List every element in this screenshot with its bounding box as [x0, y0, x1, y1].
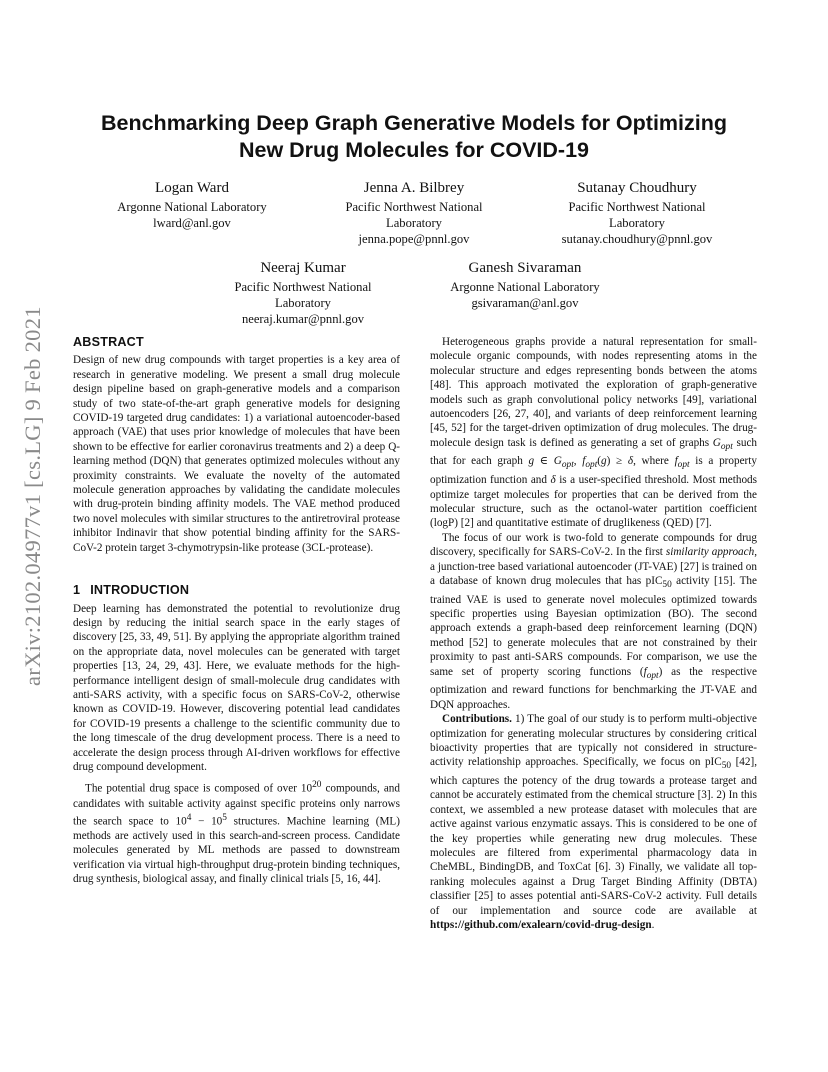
text-run: .: [651, 919, 655, 932]
text-run: The potential drug space is composed of over 10: [85, 783, 313, 796]
math-symbol: G: [712, 436, 721, 449]
author-name: Sutanay Choudhury: [577, 180, 697, 196]
author-4: [203, 259, 403, 327]
abstract-heading: ABSTRACT: [73, 335, 144, 349]
author-5: [425, 259, 625, 311]
subscript: 50: [662, 580, 672, 591]
author-affiliation: Argonne National Laboratory: [450, 280, 600, 294]
math-subscript: opt: [646, 670, 659, 681]
author-email: gsivaraman@anl.gov: [471, 296, 579, 310]
text-run: , where: [633, 455, 675, 468]
text-run: ,: [573, 455, 583, 468]
text-run: structures. Machine learning (ML) methods are actively used in this search-and-screen process. Candidate molecules generated by ML methods are passed to downstream verification via virtual high-throughput drug-protein binding techniques, drug synthesis, biological assay, and finally clinical trials [5, 16, 44].: [73, 815, 400, 886]
left-column: [73, 335, 400, 887]
text-run: ) as the respective optimization and reward functions for benchmarking the JT-VAE and DQN approaches.: [430, 665, 757, 711]
title-line-1: Benchmarking Deep Graph Generative Models for Optimizing: [100, 111, 727, 135]
author-affiliation-line2: Laboratory: [386, 216, 442, 230]
author-1: [92, 179, 292, 231]
math-symbol: f: [674, 455, 678, 468]
text-run: The focus of our work is two-fold to generate compounds for drug discovery, specifically for SARS-CoV-2. In the first: [430, 531, 757, 559]
author-name: Ganesh Sivaraman: [468, 260, 582, 276]
math-subscript: opt: [561, 460, 574, 471]
abstract-text: Design of new drug compounds with target properties is a key area of research in generative modeling. We present a small drug molecule design pipeline based on graph-generative models and a comparison study of two state-of-the-art graph generative models for designing COVID-19 targeted drug candidates: 1) a variational autoencoder-based approach (VAE) that uses prior knowledge of molecules that have been shown to be effective for earlier coronavirus treatments and 2) a deep Q-learning method (DQN) that generates optimized molecules without any proximity constraints. We evaluate the novelty of the automated molecule generation approaches by validating the candidate molecules with drug-protein binding affinity models. The VAE method produced two novel molecules with similar structures to the antiretroviral protease inhibitor Indinavir that show potential binding affinity for the SARS-CoV-2 protein target 3-chymotrypsin-like protease (3CL-protease).: [73, 354, 400, 554]
paper-title: [60, 110, 768, 164]
math-subscript: opt: [720, 442, 733, 453]
text-run: ) ≥: [606, 455, 628, 468]
text-run: (: [597, 455, 602, 468]
text-run: activity [15]. The trained VAE is used to generate novel molecules optimized towards specific properties using Bayesian optimization (BO). The second approach extends a graph-based deep reinforcement learning (DQN) method [52] to generate molecules that are not constrained by their proximity to past anti-SARS compounds. For comparison, we use the same set of property scoring functions (: [430, 574, 757, 678]
section-number: 1: [73, 583, 81, 598]
text-run: such that for each graph: [430, 436, 757, 468]
author-2: [314, 179, 514, 247]
intro-paragraph-2: [73, 778, 400, 886]
arxiv-stamp: arXiv:2102.04977v1 [cs.LG] 9 Feb 2021: [20, 306, 45, 686]
math-symbol: f: [643, 665, 647, 678]
right-column: [430, 335, 757, 932]
author-affiliation: Argonne National Laboratory: [117, 200, 267, 214]
author-email: lward@anl.gov: [153, 216, 231, 230]
contributions-paragraph: [430, 712, 757, 932]
author-email: sutanay.choudhury@pnnl.gov: [561, 232, 713, 246]
emphasis: similarity approach: [665, 546, 755, 559]
author-name: Neeraj Kumar: [260, 260, 346, 276]
math-subscript: opt: [677, 460, 690, 471]
source-code-link[interactable]: https://github.com/exalearn/covid-drug-design: [430, 919, 652, 932]
math-symbol: g: [528, 455, 535, 468]
right-paragraph-2: [430, 531, 757, 712]
text-run: [42], which captures the potency of the drug towards a protease target and cannot be accurately estimated from the chemical structure [3]. 2) In this context, we assembled a new protease dataset with molecules that are active against various enzymatic assays. This is considered to be one of the key properties while generating new drug molecules. These molecules are filtered from experimental pharmacology data in CheMBL, BindingDB, and ToxCat [6]. 3) Finally, we validate all top-ranking molecules against a Drug Target Binding Affinity (DBTA) classifier [25] to asses potential anti-SARS-CoV-2 activity. Full details of our implementation and source code are available at: [430, 756, 757, 917]
text-run: − 10: [191, 815, 223, 828]
introduction-heading: [73, 583, 400, 597]
math-symbol: δ: [550, 474, 556, 487]
title-line-2: New Drug Molecules for COVID-19: [238, 138, 590, 162]
author-name: Jenna A. Bilbrey: [363, 180, 465, 196]
author-affiliation: Pacific Northwest National: [345, 200, 483, 214]
author-affiliation: Pacific Northwest National: [568, 200, 706, 214]
author-affiliation: Pacific Northwest National: [234, 280, 372, 294]
math-symbol: f: [582, 455, 586, 468]
text-run: compounds, and candidates with suitable activity against specific proteins only narrows the search space to 10: [73, 783, 400, 828]
text-run: , a junction-tree based variational autoencoder (JT-VAE) [27] is trained on a database of known drug molecules that has pIC: [430, 546, 757, 587]
author-email: jenna.pope@pnnl.gov: [358, 232, 470, 246]
contributions-lead: Contributions.: [442, 713, 512, 726]
text-run: Heterogeneous graphs provide a natural representation for small-molecule organic compounds, with nodes representing atoms in the molecular structure and edges representing bonds between the atoms [48]. This approach motivated the exploration of graph-generative models such as graph convolutional policy networks [49], variational autoencoders [26, 27, 40], and variants of deep reinforcement learning [45, 52] for the target-driven optimization of drug molecules. The drug-molecule design task is defined as generating a set of graphs: [430, 336, 757, 449]
text-run: 1) The goal of our study is to perform multi-objective optimization for generating molecular structures by considering critical bioactivity properties that are typically not considered in structure-activity relationship approaches. Specifically, we focus on pIC: [430, 713, 757, 769]
author-affiliation-line2: Laboratory: [609, 216, 665, 230]
math-subscript: opt: [585, 460, 598, 471]
text-run: is a property optimization function and: [430, 455, 757, 487]
math-symbol: g: [601, 455, 607, 468]
superscript: 5: [222, 812, 227, 823]
superscript: 20: [312, 780, 322, 791]
math-operator: ∈: [534, 455, 554, 468]
right-paragraph-1: [430, 335, 757, 531]
section-title: INTRODUCTION: [90, 583, 190, 598]
author-3: [537, 179, 737, 247]
subscript: 50: [721, 761, 732, 772]
intro-paragraph-1: Deep learning has demonstrated the potential to revolutionize drug design by reducing the initial search space in the early stages of discovery [25, 33, 49, 51]. By applying the appropriate algorithm trained on the appropriate data, novel molecules can be generated with target properties [13, 24, 29, 43]. Here, we evaluate methods for the high-performance intelligent design of small-molecule drug candidates with anti-SARS activity, with a specific focus on SARS-CoV-2, otherwise known as COVID-19. However, discovering potential lead candidates for COVID-19 presents a challenge to the scientific community due to the long timescale of the drug development process. There is a need to accelerate the design process through AI-driven workflows for effective drug compound development.: [73, 602, 400, 773]
author-email: neeraj.kumar@pnnl.gov: [241, 312, 365, 326]
math-symbol: G: [553, 455, 562, 468]
math-symbol: δ: [627, 455, 634, 468]
superscript: 4: [186, 812, 192, 823]
author-affiliation-line2: Laboratory: [275, 296, 331, 310]
text-run: is a user-specified threshold. Most methods optimize target molecules for properties that can be derived from the molecular structure, such as the octanol-water partition coefficient (logP) [2] and quantitative estimate of druglikeness (QED) [7].: [430, 474, 757, 530]
author-name: Logan Ward: [155, 180, 229, 196]
